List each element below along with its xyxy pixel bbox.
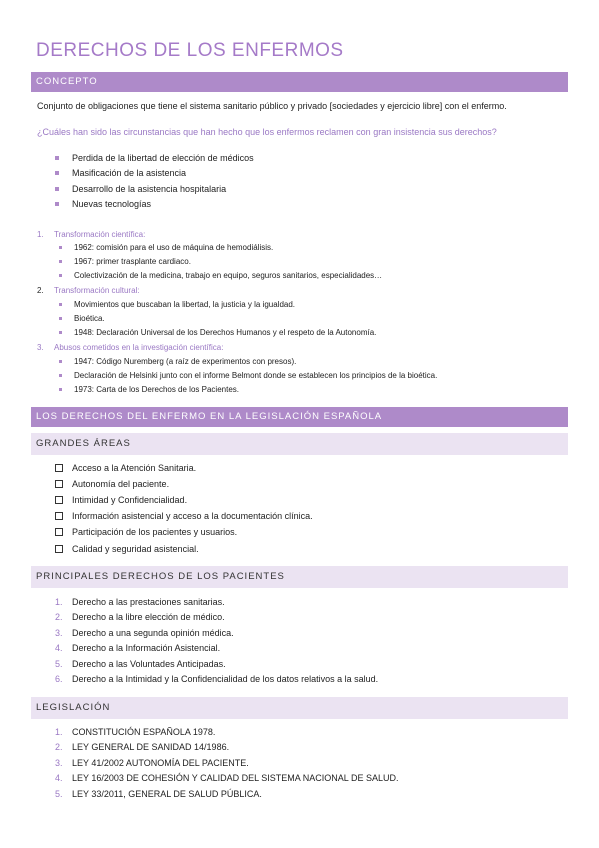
subsection-header-grandes-areas: GRANDES ÁREAS: [31, 433, 568, 455]
bullet-icon: [59, 274, 62, 277]
document-page: DERECHOS DE LOS ENFERMOS CONCEPTO Conjunto de obligaciones que tiene el sistema sanitario público y privado [sociedades y ejercicio libre] con el enfermo. ¿Cuáles han sido las circunstancias que han hecho que los enfermos reclamen con gran insistencia sus derechos? Perdida de la libertad de elección de médicos Masificación de la asistencia Desarrollo de la asistencia hospitalaria Nuevas tecnologías 1. Transformación científica: 1962: comisión para el uso de máquina de hemodiálisis. 1967: primer trasplante cardiaco. Colectivización de la medicina, trabajo en equipo, seguros sanitarios, especialidades… 2. Transformación cultural: Movimientos que buscaban la libertad, la justicia y la igualdad. Bioética. 1948: Declaración Universal de los Derechos Humanos y el respeto de la Autonomía. 3. Abusos cometidos en la investigación científica: 1947: Código Nuremberg (a raíz de experimentos con presos). Declaración de Helsinki junto con el informe Belmont donde se establecen los principios de la bioética. 1973: Carta de los Derechos de los Pacientes. LOS DERECHOS DEL ENFERMO EN LA LEGISLACIÓN ESPAÑOLA GRANDES ÁREAS Acceso a la Atención Sanitaria. Autonomía del paciente. Intimidad y Confidencialidad. Información asistencial y acceso a la documentación clínica. Participación de los pacientes y usuarios. Calidad y seguridad asistencial. PRINCIPALES DERECHOS DE LOS PACIENTES 1. Derecho a las prestaciones sanitarias. 2. Derecho a la libre elección de médico. 3. Derecho a una segunda opinión médica. 4. Derecho a la Información Asistencial. 5. Derecho a las Voluntades Anticipadas. 6. Derecho a la Intimidad y la Confidencialidad de los datos relativos a la salud. LEGISLACIÓN 1. CONSTITUCIÓN ESPAÑOLA 1978. 2. LEY GENERAL DE SANIDAD 14/1986. 3. LEY 41/2002 AUTONOMÍA DEL PACIENTE. 4. LEY 16/2003 DE COHESIÓN Y CALIDAD DEL SISTEMA NACIONAL DE SALUD. 5. LEY 33/2011, GENERAL DE SALUD PÚBLICA.: [0, 0, 599, 848]
section-header-legislacion-espanola: LOS DERECHOS DEL ENFERMO EN LA LEGISLACIÓN ESPAÑOLA: [31, 407, 568, 427]
subsection-header-legislacion: LEGISLACIÓN: [31, 697, 568, 719]
page-title: DERECHOS DE LOS ENFERMOS: [36, 40, 344, 61]
checkbox-icon: [55, 496, 63, 504]
bullet-icon: [59, 317, 62, 320]
bullet-icon: [55, 187, 59, 191]
bullet-icon: [59, 303, 62, 306]
checkbox-icon: [55, 545, 63, 553]
subsection-header-principales-derechos: PRINCIPALES DERECHOS DE LOS PACIENTES: [31, 566, 568, 588]
bullet-icon: [59, 260, 62, 263]
bullet-icon: [59, 374, 62, 377]
bullet-icon: [55, 202, 59, 206]
checkbox-icon: [55, 512, 63, 520]
bullet-icon: [59, 360, 62, 363]
bullet-icon: [59, 331, 62, 334]
concepto-definition: Conjunto de obligaciones que tiene el sistema sanitario público y privado [sociedades y ejercicio libre] con el enfermo.: [37, 101, 507, 111]
checkbox-icon: [55, 464, 63, 472]
bullet-icon: [59, 388, 62, 391]
bullet-icon: [55, 156, 59, 160]
checkbox-icon: [55, 480, 63, 488]
bullet-icon: [59, 246, 62, 249]
bullet-icon: [55, 171, 59, 175]
section-header-concepto: CONCEPTO: [31, 72, 568, 92]
concepto-question: ¿Cuáles han sido las circunstancias que han hecho que los enfermos reclamen con gran insistencia sus derechos?: [37, 127, 497, 137]
checkbox-icon: [55, 528, 63, 536]
